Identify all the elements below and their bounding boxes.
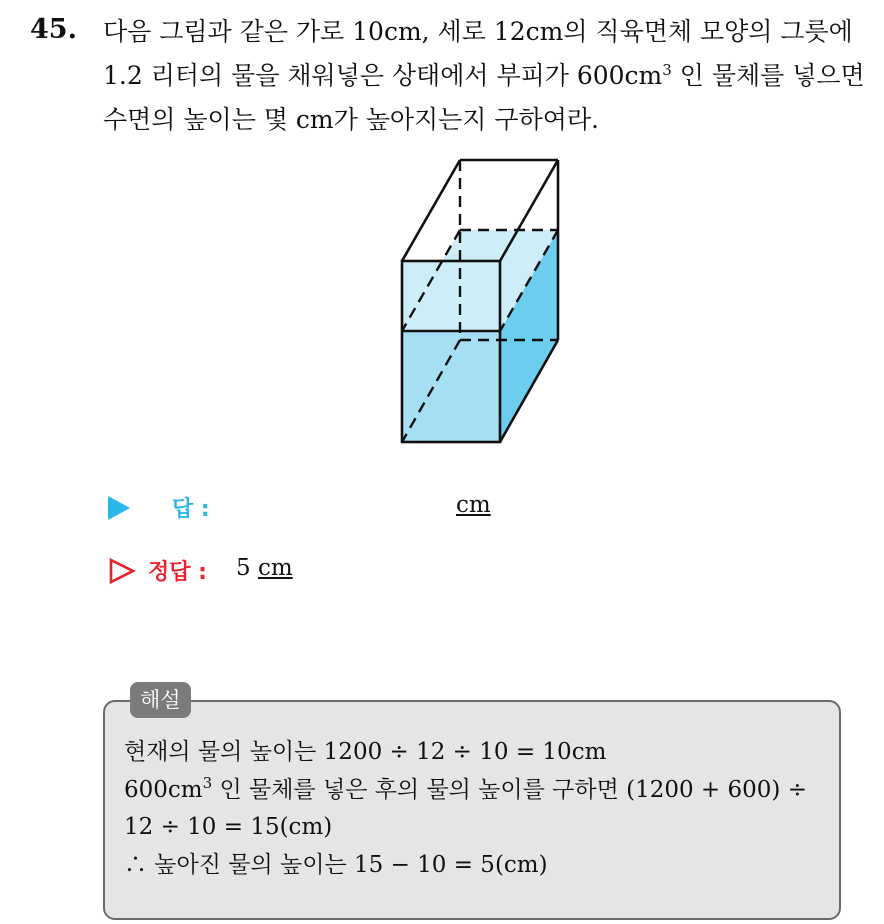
outline-arrow-icon <box>108 557 136 585</box>
correct-label: 정답 : <box>148 560 207 585</box>
explanation-line-2-b: 인 물체를 넣은 후의 물의 높이를 구하면 (1200 + 600) ÷ <box>212 776 807 803</box>
cubic-superscript: 3 <box>662 61 672 79</box>
question-line-3: 수면의 높이는 몇 cm가 높아지는지 구하여라. <box>103 105 599 134</box>
cuboid-container-figure <box>380 148 580 458</box>
explanation-line-1: 현재의 물의 높이는 1200 ÷ 12 ÷ 10 = 10cm <box>124 739 607 765</box>
question-line-2-a: 1.2 리터의 물을 채워넣은 상태에서 부피가 600cm <box>103 61 663 90</box>
play-arrow-icon <box>108 496 130 520</box>
explanation-tag: 해설 <box>130 682 191 718</box>
correct-unit: cm <box>257 555 293 581</box>
question-line-2-b: 인 물체를 넣으면 <box>671 61 865 90</box>
explanation-line-3: 12 ÷ 10 = 15(cm) <box>124 814 333 840</box>
explanation-line-2-a: 600cm <box>124 776 203 803</box>
question-line-2 <box>103 54 873 98</box>
question-number: 45. <box>30 14 77 45</box>
explanation-line-4: ∴ 높아진 물의 높이는 15 − 10 = 5(cm) <box>124 851 548 878</box>
correct-value <box>236 555 293 581</box>
explanation-cubic-superscript: 3 <box>202 773 213 792</box>
correct-answer-row <box>108 555 408 591</box>
answer-label: 답 : <box>172 497 210 522</box>
water-surface-front-band <box>402 261 500 331</box>
question-line-1: 다음 그림과 같은 가로 10cm, 세로 12cm의 직육면체 모양의 그릇에 <box>103 17 853 46</box>
explanation-line-2 <box>124 772 844 810</box>
answer-row <box>108 492 528 528</box>
answer-unit: cm <box>456 492 491 518</box>
correct-number: 5 <box>236 555 251 581</box>
question-text <box>103 10 873 142</box>
explanation-text <box>124 734 844 884</box>
water-front-face <box>402 331 500 442</box>
